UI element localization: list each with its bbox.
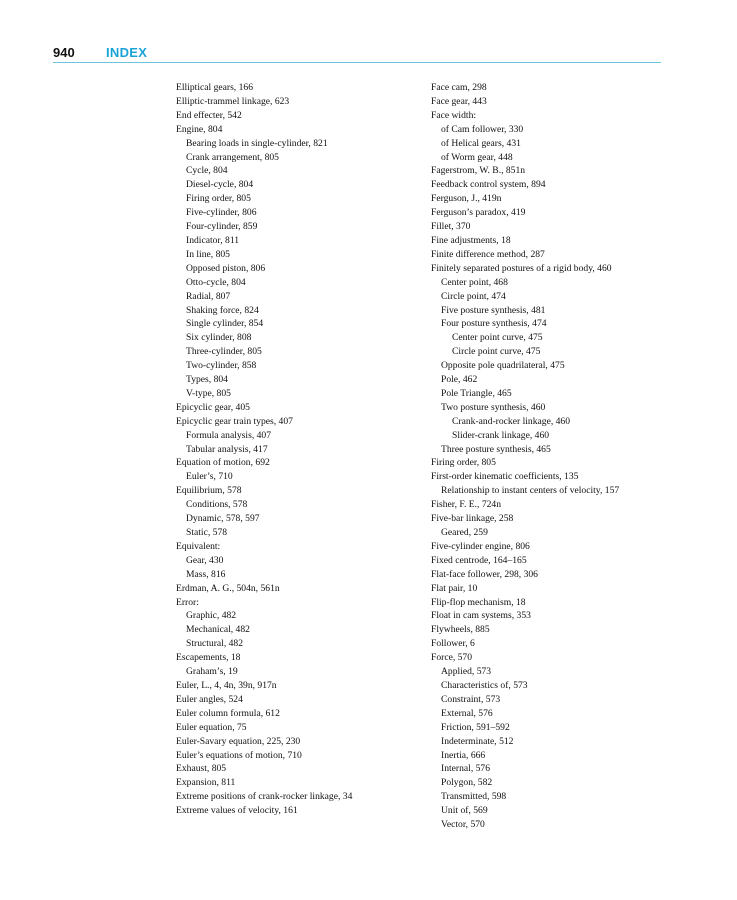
index-entry: Equivalent: [176,540,221,552]
index-entry: Euler column formula, 612 [176,707,280,719]
index-subentry: Crank-and-rocker linkage, 460 [452,415,571,427]
index-subentry: Six cylinder, 808 [186,332,252,344]
index-entry: Face gear, 443 [431,95,487,107]
index-entry: Finitely separated postures of a rigid body, 460 [431,262,612,274]
index-entry: Euler, L., 4, 4n, 39n, 917n [176,679,277,691]
index-entry: Flywheels, 885 [431,624,490,636]
index-entry: Epicyclic gear train types, 407 [176,415,293,427]
index-subentry: Unit of, 569 [441,805,488,817]
index-entry: Ferguson, J., 419n [431,193,502,205]
index-subentry: Center point, 468 [441,276,508,288]
index-subentry: Opposed piston, 806 [186,262,266,274]
index-subentry: Pole Triangle, 465 [441,387,512,399]
index-subentry: Relationship to instant centers of velocity, 157 [441,485,620,497]
index-subentry: Mechanical, 482 [186,624,250,636]
index-subentry: of Worm gear, 448 [441,151,513,163]
index-entry: Equation of motion, 692 [176,457,270,469]
index-entry: Fisher, F. E., 724n [431,499,502,511]
index-subentry: Graphic, 482 [186,610,237,622]
index-subentry: Characteristics of, 573 [441,679,528,691]
index-subentry: Formula analysis, 407 [186,429,272,441]
index-entry: End effecter, 542 [176,109,242,121]
index-entry: Flat pair, 10 [431,582,478,594]
index-subentry: Euler’s, 710 [186,471,233,483]
index-entry: Float in cam systems, 353 [431,610,531,622]
index-entry: Euler equation, 75 [176,721,247,733]
index-subentry: Tabular analysis, 417 [186,443,268,455]
index-subentry: Five-cylinder, 806 [186,207,257,219]
index-entry: Euler’s equations of motion, 710 [176,749,302,761]
index-column-right [431,81,691,832]
index-subentry: Firing order, 805 [186,193,251,205]
index-subentry: Four posture synthesis, 474 [441,318,547,330]
index-entry: Engine, 804 [176,123,223,135]
index-subentry: External, 576 [441,707,493,719]
index-entry: Five-cylinder engine, 806 [431,540,530,552]
index-subentry: Three posture synthesis, 465 [441,443,551,455]
index-subentry: Three-cylinder, 805 [186,346,262,358]
index-entry: Escapements, 18 [176,652,241,664]
index-subentry: of Helical gears, 431 [441,137,521,149]
index-subentry: Friction, 591–592 [441,721,510,733]
index-entry: Elliptic-trammel linkage, 623 [176,95,290,107]
index-subentry: Internal, 576 [441,763,491,775]
index-subentry: Two-cylinder, 858 [186,360,257,372]
index-entry: Firing order, 805 [431,457,496,469]
index-subentry: Circle point curve, 475 [452,346,541,358]
index-subentry: Static, 578 [186,527,228,538]
index-entry: Equilibrium, 578 [176,485,242,497]
index-entry: Extreme values of velocity, 161 [176,805,298,817]
page-number: 940 [53,45,75,60]
index-subentry: Four-cylinder, 859 [186,221,258,233]
index-subentry: Center point curve, 475 [452,332,543,344]
index-entry: Feedback control system, 894 [431,179,546,191]
index-subentry: Cycle, 804 [186,165,228,177]
index-subentry: Radial, 807 [186,290,231,302]
index-subentry: Slider-crank linkage, 460 [452,429,550,441]
index-entry: Ferguson’s paradox, 419 [431,207,526,219]
index-subentry: Transmitted, 598 [441,791,507,803]
index-subentry: Geared, 259 [441,527,488,538]
index-subentry: Gear, 430 [186,554,224,566]
index-subentry: Circle point, 474 [441,290,506,302]
index-subentry: Otto-cycle, 804 [186,276,246,288]
index-entry: Flip-flop mechanism, 18 [431,596,526,608]
index-subentry: Applied, 573 [441,666,492,678]
index-subentry: Structural, 482 [186,638,244,650]
index-subentry: Pole, 462 [441,374,478,386]
index-entry: Face cam, 298 [431,82,487,93]
index-subentry: Graham’s, 19 [186,666,238,678]
running-head: INDEX [106,45,148,60]
index-subentry: Polygon, 582 [441,777,493,789]
index-entry: Five-bar linkage, 258 [431,513,514,525]
index-entry: Epicyclic gear, 405 [176,401,250,413]
index-entry: Extreme positions of crank-rocker linkage, 34 [176,791,353,803]
index-subentry: Types, 804 [186,374,228,386]
index-subentry: Conditions, 578 [186,499,248,511]
index-entry: Expansion, 811 [176,777,236,789]
index-subentry: Diesel-cycle, 804 [186,179,254,191]
index-subentry: Indicator, 811 [186,234,240,246]
index-entry: Face width: [431,109,477,121]
index-subentry: Shaking force, 824 [186,304,259,316]
index-subentry: Two posture synthesis, 460 [441,401,546,413]
index-subentry: Mass, 816 [186,568,226,580]
index-entry: Flat-face follower, 298, 306 [431,568,538,580]
index-subentry: V-type, 805 [186,387,231,399]
index-subentry: Bearing loads in single-cylinder, 821 [186,137,328,149]
index-entry: Fagerstrom, W. B., 851n [431,165,526,177]
index-column-left [176,81,416,818]
index-subentry: Opposite pole quadrilateral, 475 [441,360,565,372]
index-entry: First-order kinematic coefficients, 135 [431,471,579,483]
page-header [53,42,661,63]
index-entry: Finite difference method, 287 [431,248,545,260]
index-entry: Euler angles, 524 [176,693,243,705]
index-entry: Exhaust, 805 [176,763,227,775]
index-subentry: In line, 805 [186,248,230,260]
index-entry: Euler-Savary equation, 225, 230 [176,735,301,747]
index-subentry: of Cam follower, 330 [441,123,524,135]
index-subentry: Vector, 570 [441,819,485,831]
index-entry: Fixed centrode, 164–165 [431,554,527,566]
index-entry: Force, 570 [431,652,473,664]
index-subentry: Single cylinder, 854 [186,318,264,330]
index-entry: Error: [176,596,199,608]
index-entry: Follower, 6 [431,638,475,650]
index-subentry: Dynamic, 578, 597 [186,513,260,525]
index-entry: Fine adjustments, 18 [431,234,511,246]
index-subentry: Constraint, 573 [441,693,501,705]
index-subentry: Five posture synthesis, 481 [441,304,546,316]
index-entry: Fillet, 370 [431,221,471,233]
index-subentry: Indeterminate, 512 [441,735,514,747]
index-subentry: Inertia, 666 [441,749,486,761]
index-subentry: Crank arrangement, 805 [186,151,279,163]
index-entry: Erdman, A. G., 504n, 561n [176,582,280,594]
index-entry: Elliptical gears, 166 [176,82,253,93]
